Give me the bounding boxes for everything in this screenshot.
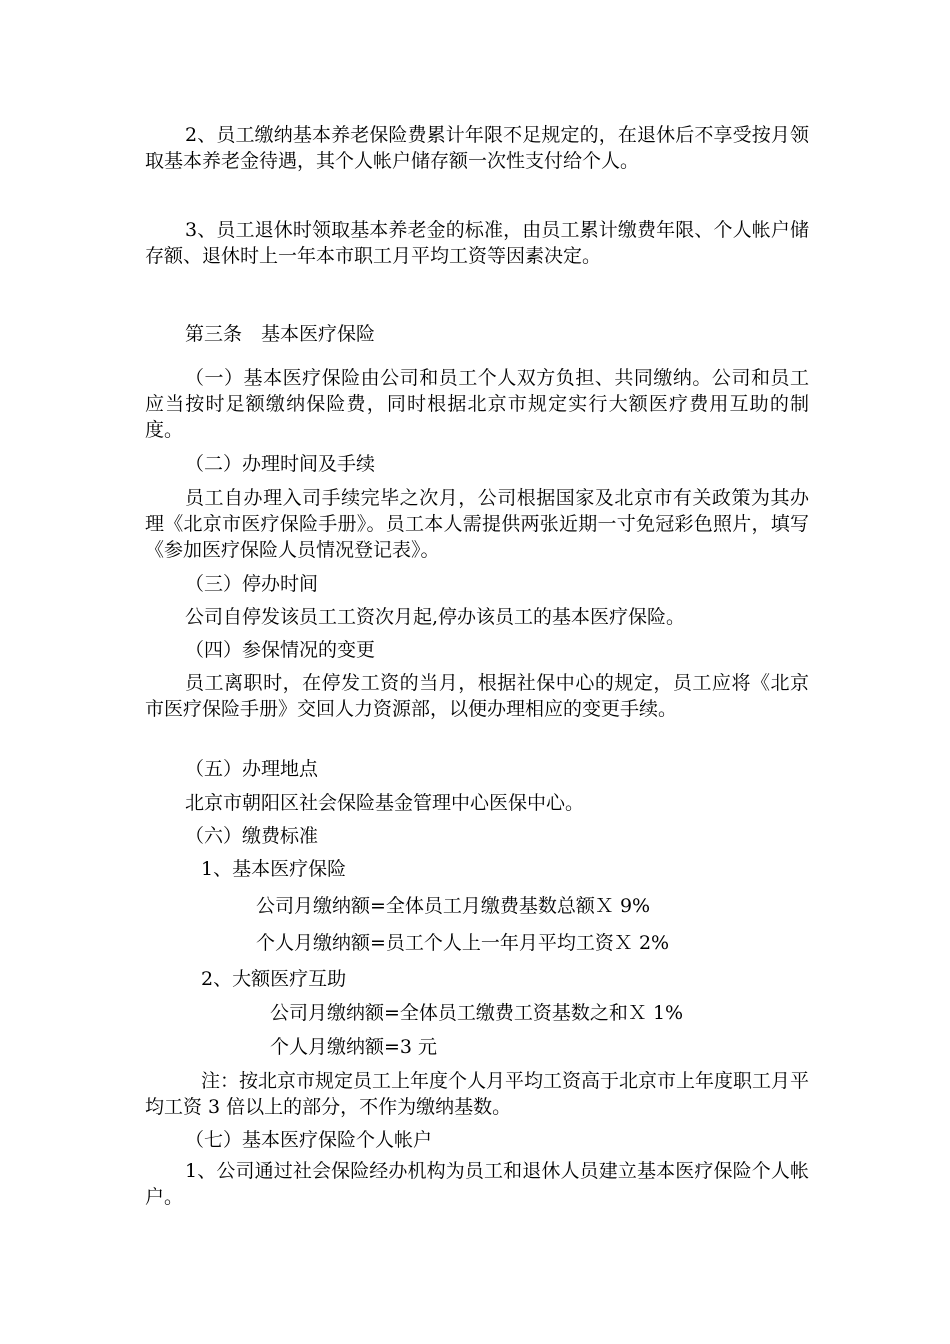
paragraph-stop-time: 公司自停发该员工工资次月起,停办该员工的基本医疗保险。 bbox=[185, 606, 686, 628]
section-heading-article-3: 第三条 基本医疗保险 bbox=[185, 323, 376, 345]
subheading-item-2: （二）办理时间及手续 bbox=[185, 453, 376, 475]
subheading-item-4: （四）参保情况的变更 bbox=[185, 639, 376, 661]
paragraph-item-1: （一）基本医疗保险由公司和员工个人双方负担、共同缴纳。公司和员工应当按时足额缴纳保险费，同时根据北京市规定实行大额医疗费用互助的制度。 bbox=[145, 367, 809, 441]
paragraph-pension-shortfall: 2、员工缴纳基本养老保险费累计年限不足规定的，在退休后不享受按月领取基本养老金待遇，其个人帐户储存额一次性支付给个人。 bbox=[145, 124, 809, 172]
paragraph-change: 员工离职时，在停发工资的当月，根据社保中心的规定，员工应将《北京市医疗保险手册》交回人力资源部，以便办理相应的变更手续。 bbox=[145, 672, 809, 720]
paragraph-note: 注：按北京市规定员工上年度个人月平均工资高于北京市上年度职工月平均工资 3 倍以上的部分，不作为缴纳基数。 bbox=[145, 1070, 810, 1118]
paragraph-procedure: 员工自办理入司手续完毕之次月，公司根据国家及北京市有关政策为其办理《北京市医疗保险手册》。员工本人需提供两张近期一寸免冠彩色照片，填写《参加医疗保险人员情况登记表》。 bbox=[145, 487, 809, 561]
paragraph-location: 北京市朝阳区社会保险基金管理中心医保中心。 bbox=[185, 792, 585, 814]
paragraph-personal-account: 1、公司通过社会保险经办机构为员工和退休人员建立基本医疗保险个人帐户。 bbox=[145, 1160, 809, 1208]
subheading-large-medical: 2、大额医疗互助 bbox=[201, 968, 347, 990]
subheading-item-6: （六）缴费标准 bbox=[185, 825, 319, 847]
subheading-basic-medical: 1、基本医疗保险 bbox=[201, 858, 347, 880]
subheading-item-7: （七）基本医疗保险个人帐户 bbox=[185, 1129, 433, 1151]
subheading-item-3: （三）停办时间 bbox=[185, 573, 319, 595]
paragraph-pension-standard: 3、员工退休时领取基本养老金的标准，由员工累计缴费年限、个人帐户储存额、退休时上一年本市职工月平均工资等因素决定。 bbox=[145, 219, 809, 267]
formula-personal-large: 个人月缴纳额=3 元 bbox=[270, 1036, 438, 1058]
subheading-item-5: （五）办理地点 bbox=[185, 758, 319, 780]
formula-company-large: 公司月缴纳额=全体员工缴费工资基数之和Ｘ 1% bbox=[270, 1002, 684, 1024]
formula-personal-basic: 个人月缴纳额=员工个人上一年月平均工资Ｘ 2% bbox=[256, 932, 670, 954]
formula-company-basic: 公司月缴纳额=全体员工月缴费基数总额Ｘ 9% bbox=[256, 895, 651, 917]
